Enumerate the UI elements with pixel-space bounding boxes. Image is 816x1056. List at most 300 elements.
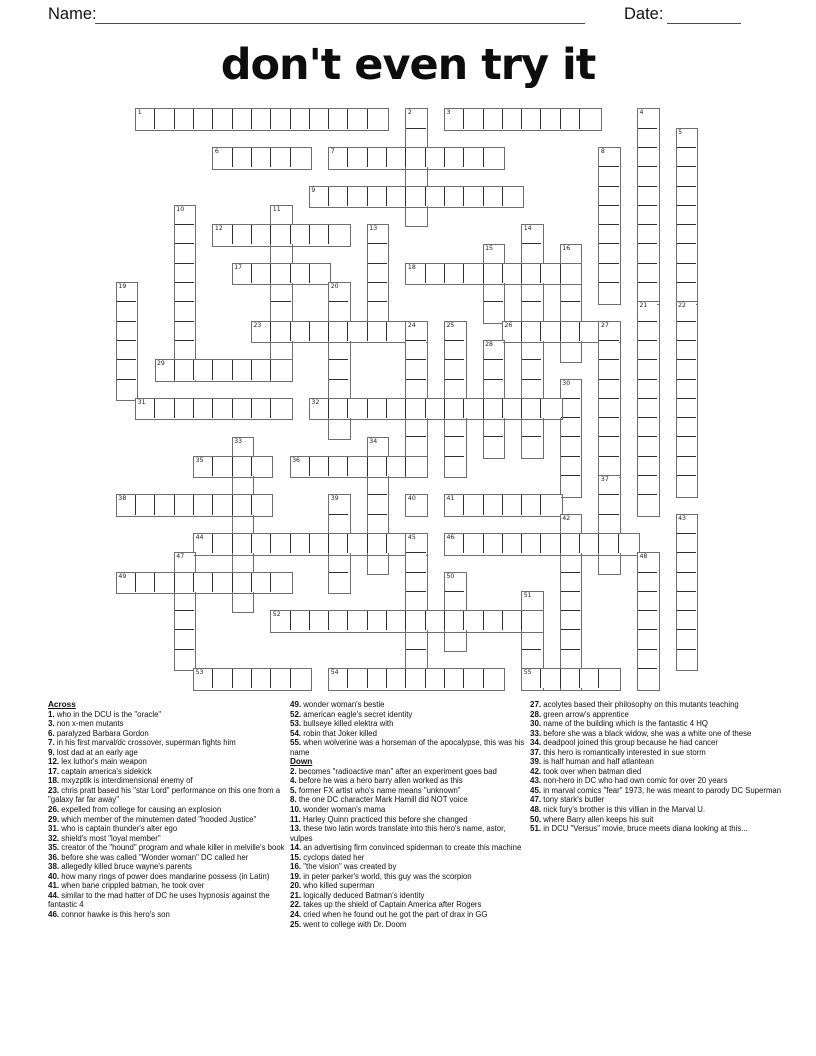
crossword-cell[interactable]: [677, 534, 696, 553]
crossword-cell[interactable]: [406, 437, 425, 456]
crossword-cell[interactable]: [348, 322, 367, 341]
crossword-cell[interactable]: [368, 264, 387, 283]
crossword-cell[interactable]: [387, 611, 406, 630]
crossword-cell[interactable]: [599, 457, 618, 476]
crossword-cell[interactable]: [638, 573, 657, 592]
crossword-cell[interactable]: [599, 534, 618, 553]
crossword-cell[interactable]: [233, 225, 252, 244]
crossword-cell[interactable]: [175, 225, 194, 244]
crossword-cell[interactable]: [329, 341, 348, 360]
crossword-cell[interactable]: [368, 187, 387, 206]
crossword-cell[interactable]: [175, 302, 194, 321]
crossword-cell[interactable]: [677, 341, 696, 360]
crossword-cell[interactable]: [406, 380, 425, 399]
crossword-cell[interactable]: [638, 264, 657, 283]
crossword-cell[interactable]: [484, 669, 503, 688]
crossword-cell[interactable]: [638, 611, 657, 630]
crossword-cell[interactable]: [406, 650, 425, 669]
crossword-cell[interactable]: [541, 669, 560, 688]
crossword-cell[interactable]: [271, 283, 290, 302]
crossword-cell[interactable]: [484, 283, 503, 302]
crossword-cell[interactable]: [194, 399, 213, 418]
crossword-cell[interactable]: [677, 457, 696, 476]
crossword-cell[interactable]: [271, 573, 290, 592]
crossword-cell[interactable]: [348, 148, 367, 167]
crossword-cell[interactable]: [464, 187, 483, 206]
crossword-cell[interactable]: [175, 109, 194, 128]
crossword-cell[interactable]: [155, 109, 174, 128]
crossword-cell[interactable]: [484, 380, 503, 399]
crossword-cell[interactable]: [368, 476, 387, 495]
crossword-cell[interactable]: [175, 630, 194, 649]
crossword-cell[interactable]: [426, 264, 445, 283]
crossword-cell[interactable]: [233, 573, 252, 592]
crossword-cell[interactable]: [445, 148, 464, 167]
crossword-cell[interactable]: [194, 360, 213, 379]
crossword-cell[interactable]: [329, 187, 348, 206]
crossword-cell[interactable]: [580, 534, 599, 553]
crossword-cell[interactable]: [599, 418, 618, 437]
crossword-cell[interactable]: [638, 399, 657, 418]
crossword-cell[interactable]: [329, 611, 348, 630]
crossword-cell[interactable]: [426, 187, 445, 206]
crossword-cell[interactable]: [271, 264, 290, 283]
crossword-cell[interactable]: [175, 244, 194, 263]
crossword-cell[interactable]: [117, 360, 136, 379]
crossword-cell[interactable]: [484, 264, 503, 283]
crossword-cell[interactable]: [155, 495, 174, 514]
crossword-cell[interactable]: [194, 495, 213, 514]
crossword-cell[interactable]: [464, 611, 483, 630]
crossword-cell[interactable]: [252, 457, 271, 476]
crossword-cell[interactable]: [445, 418, 464, 437]
crossword-cell[interactable]: [561, 476, 580, 495]
crossword-cell[interactable]: [406, 129, 425, 148]
crossword-cell[interactable]: [329, 109, 348, 128]
crossword-cell[interactable]: [291, 264, 310, 283]
crossword-cell[interactable]: [522, 630, 541, 649]
crossword-cell[interactable]: [368, 669, 387, 688]
crossword-cell[interactable]: [194, 573, 213, 592]
crossword-cell[interactable]: [329, 302, 348, 321]
crossword-cell[interactable]: [541, 495, 560, 514]
crossword-cell[interactable]: [426, 148, 445, 167]
crossword-cell[interactable]: [638, 244, 657, 263]
crossword-cell[interactable]: [117, 322, 136, 341]
crossword-cell[interactable]: [638, 225, 657, 244]
crossword-cell[interactable]: [252, 225, 271, 244]
crossword-cell[interactable]: [677, 418, 696, 437]
crossword-cell[interactable]: [368, 515, 387, 534]
crossword-cell[interactable]: [464, 399, 483, 418]
crossword-cell[interactable]: [175, 322, 194, 341]
crossword-cell[interactable]: [445, 669, 464, 688]
crossword-cell[interactable]: [329, 553, 348, 572]
crossword-cell[interactable]: [580, 109, 599, 128]
crossword-cell[interactable]: [387, 669, 406, 688]
crossword-cell[interactable]: [329, 515, 348, 534]
crossword-cell[interactable]: [194, 109, 213, 128]
crossword-cell[interactable]: [484, 302, 503, 321]
crossword-cell[interactable]: [561, 322, 580, 341]
crossword-cell[interactable]: [522, 322, 541, 341]
crossword-cell[interactable]: [677, 630, 696, 649]
crossword-cell[interactable]: [291, 109, 310, 128]
crossword-cell[interactable]: [484, 360, 503, 379]
crossword-cell[interactable]: [638, 592, 657, 611]
crossword-cell[interactable]: [252, 264, 271, 283]
crossword-cell[interactable]: [445, 360, 464, 379]
crossword-cell[interactable]: [561, 630, 580, 649]
crossword-cell[interactable]: [638, 206, 657, 225]
crossword-cell[interactable]: [406, 187, 425, 206]
crossword-cell[interactable]: [599, 669, 618, 688]
crossword-cell[interactable]: [291, 322, 310, 341]
crossword-cell[interactable]: [445, 437, 464, 456]
crossword-cell[interactable]: [406, 399, 425, 418]
crossword-cell[interactable]: [580, 322, 599, 341]
crossword-cell[interactable]: [599, 264, 618, 283]
crossword-cell[interactable]: [233, 148, 252, 167]
crossword-cell[interactable]: [464, 109, 483, 128]
crossword-cell[interactable]: [561, 669, 580, 688]
crossword-cell[interactable]: [426, 611, 445, 630]
crossword-cell[interactable]: [599, 380, 618, 399]
crossword-cell[interactable]: [677, 650, 696, 669]
crossword-cell[interactable]: [329, 573, 348, 592]
crossword-cell[interactable]: [406, 592, 425, 611]
crossword-cell[interactable]: [484, 534, 503, 553]
crossword-cell[interactable]: [484, 437, 503, 456]
crossword-cell[interactable]: [561, 283, 580, 302]
crossword-cell[interactable]: [233, 109, 252, 128]
crossword-cell[interactable]: [348, 399, 367, 418]
crossword-cell[interactable]: [368, 611, 387, 630]
crossword-cell[interactable]: [561, 457, 580, 476]
crossword-cell[interactable]: [175, 360, 194, 379]
crossword-cell[interactable]: [406, 418, 425, 437]
crossword-cell[interactable]: [310, 225, 329, 244]
crossword-cell[interactable]: [638, 283, 657, 302]
crossword-cell[interactable]: [638, 650, 657, 669]
crossword-cell[interactable]: [406, 573, 425, 592]
crossword-cell[interactable]: [387, 457, 406, 476]
crossword-cell[interactable]: [599, 167, 618, 186]
crossword-cell[interactable]: [638, 418, 657, 437]
crossword-cell[interactable]: [368, 244, 387, 263]
crossword-cell[interactable]: [522, 341, 541, 360]
crossword-cell[interactable]: [271, 302, 290, 321]
crossword-cell[interactable]: [599, 225, 618, 244]
crossword-cell[interactable]: [271, 225, 290, 244]
crossword-cell[interactable]: [599, 206, 618, 225]
crossword-cell[interactable]: [677, 187, 696, 206]
crossword-cell[interactable]: [175, 611, 194, 630]
crossword-cell[interactable]: [522, 650, 541, 669]
crossword-cell[interactable]: [348, 457, 367, 476]
crossword-cell[interactable]: [484, 148, 503, 167]
crossword-cell[interactable]: [445, 341, 464, 360]
crossword-cell[interactable]: [677, 360, 696, 379]
crossword-cell[interactable]: [503, 534, 522, 553]
crossword-cell[interactable]: [677, 553, 696, 572]
crossword-cell[interactable]: [213, 399, 232, 418]
crossword-cell[interactable]: [638, 187, 657, 206]
crossword-cell[interactable]: [329, 360, 348, 379]
crossword-cell[interactable]: [233, 399, 252, 418]
crossword-cell[interactable]: [233, 457, 252, 476]
crossword-cell[interactable]: [638, 669, 657, 688]
crossword-cell[interactable]: [522, 399, 541, 418]
crossword-cell[interactable]: [233, 360, 252, 379]
crossword-cell[interactable]: [677, 611, 696, 630]
crossword-cell[interactable]: [310, 611, 329, 630]
crossword-cell[interactable]: [503, 495, 522, 514]
crossword-cell[interactable]: [136, 573, 155, 592]
crossword-cell[interactable]: [445, 592, 464, 611]
crossword-cell[interactable]: [561, 109, 580, 128]
crossword-cell[interactable]: [522, 495, 541, 514]
crossword-cell[interactable]: [561, 302, 580, 321]
crossword-cell[interactable]: [503, 187, 522, 206]
crossword-cell[interactable]: [368, 553, 387, 572]
crossword-cell[interactable]: [522, 611, 541, 630]
crossword-cell[interactable]: [271, 244, 290, 263]
crossword-cell[interactable]: [329, 322, 348, 341]
crossword-cell[interactable]: [561, 534, 580, 553]
crossword-cell[interactable]: [271, 341, 290, 360]
crossword-cell[interactable]: [638, 437, 657, 456]
crossword-cell[interactable]: [484, 495, 503, 514]
crossword-cell[interactable]: [484, 399, 503, 418]
crossword-cell[interactable]: [406, 611, 425, 630]
crossword-cell[interactable]: [522, 437, 541, 456]
crossword-cell[interactable]: [599, 437, 618, 456]
crossword-cell[interactable]: [561, 341, 580, 360]
crossword-cell[interactable]: [677, 322, 696, 341]
crossword-cell[interactable]: [484, 109, 503, 128]
crossword-cell[interactable]: [233, 495, 252, 514]
crossword-cell[interactable]: [464, 495, 483, 514]
crossword-cell[interactable]: [445, 630, 464, 649]
crossword-cell[interactable]: [175, 495, 194, 514]
crossword-cell[interactable]: [368, 457, 387, 476]
crossword-cell[interactable]: [213, 669, 232, 688]
crossword-cell[interactable]: [233, 515, 252, 534]
crossword-cell[interactable]: [117, 302, 136, 321]
crossword-cell[interactable]: [271, 360, 290, 379]
crossword-cell[interactable]: [484, 187, 503, 206]
crossword-cell[interactable]: [503, 611, 522, 630]
crossword-cell[interactable]: [445, 611, 464, 630]
crossword-cell[interactable]: [117, 380, 136, 399]
crossword-cell[interactable]: [406, 669, 425, 688]
crossword-cell[interactable]: [117, 341, 136, 360]
crossword-cell[interactable]: [406, 148, 425, 167]
crossword-cell[interactable]: [561, 592, 580, 611]
crossword-cell[interactable]: [541, 534, 560, 553]
crossword-cell[interactable]: [464, 669, 483, 688]
crossword-cell[interactable]: [310, 264, 329, 283]
crossword-cell[interactable]: [368, 109, 387, 128]
crossword-cell[interactable]: [677, 148, 696, 167]
crossword-cell[interactable]: [406, 360, 425, 379]
crossword-cell[interactable]: [541, 264, 560, 283]
crossword-cell[interactable]: [291, 534, 310, 553]
crossword-cell[interactable]: [213, 360, 232, 379]
crossword-cell[interactable]: [426, 399, 445, 418]
crossword-cell[interactable]: [522, 109, 541, 128]
crossword-cell[interactable]: [599, 553, 618, 572]
crossword-cell[interactable]: [213, 534, 232, 553]
crossword-cell[interactable]: [271, 399, 290, 418]
crossword-cell[interactable]: [252, 109, 271, 128]
crossword-cell[interactable]: [175, 399, 194, 418]
crossword-cell[interactable]: [213, 109, 232, 128]
crossword-cell[interactable]: [638, 630, 657, 649]
crossword-cell[interactable]: [599, 360, 618, 379]
crossword-cell[interactable]: [541, 109, 560, 128]
crossword-cell[interactable]: [677, 167, 696, 186]
crossword-cell[interactable]: [252, 148, 271, 167]
crossword-cell[interactable]: [310, 534, 329, 553]
crossword-cell[interactable]: [561, 553, 580, 572]
crossword-cell[interactable]: [291, 611, 310, 630]
crossword-cell[interactable]: [310, 322, 329, 341]
crossword-cell[interactable]: [329, 225, 348, 244]
crossword-cell[interactable]: [213, 573, 232, 592]
crossword-cell[interactable]: [503, 399, 522, 418]
crossword-cell[interactable]: [233, 592, 252, 611]
crossword-cell[interactable]: [406, 341, 425, 360]
crossword-cell[interactable]: [368, 399, 387, 418]
crossword-cell[interactable]: [677, 476, 696, 495]
crossword-cell[interactable]: [522, 264, 541, 283]
crossword-cell[interactable]: [271, 109, 290, 128]
crossword-cell[interactable]: [677, 244, 696, 263]
crossword-cell[interactable]: [368, 148, 387, 167]
crossword-cell[interactable]: [561, 437, 580, 456]
crossword-cell[interactable]: [175, 650, 194, 669]
crossword-cell[interactable]: [464, 148, 483, 167]
crossword-cell[interactable]: [348, 187, 367, 206]
crossword-cell[interactable]: [677, 225, 696, 244]
crossword-cell[interactable]: [561, 399, 580, 418]
crossword-cell[interactable]: [638, 457, 657, 476]
crossword-cell[interactable]: [175, 264, 194, 283]
crossword-cell[interactable]: [271, 669, 290, 688]
crossword-cell[interactable]: [175, 283, 194, 302]
crossword-cell[interactable]: [310, 457, 329, 476]
crossword-cell[interactable]: [638, 476, 657, 495]
crossword-cell[interactable]: [329, 534, 348, 553]
crossword-cell[interactable]: [213, 495, 232, 514]
crossword-cell[interactable]: [368, 534, 387, 553]
crossword-cell[interactable]: [252, 495, 271, 514]
crossword-cell[interactable]: [233, 669, 252, 688]
crossword-cell[interactable]: [522, 534, 541, 553]
crossword-cell[interactable]: [638, 167, 657, 186]
crossword-cell[interactable]: [599, 399, 618, 418]
crossword-cell[interactable]: [291, 148, 310, 167]
crossword-cell[interactable]: [329, 380, 348, 399]
crossword-cell[interactable]: [348, 611, 367, 630]
crossword-cell[interactable]: [445, 380, 464, 399]
crossword-cell[interactable]: [445, 399, 464, 418]
crossword-cell[interactable]: [406, 553, 425, 572]
crossword-cell[interactable]: [271, 322, 290, 341]
crossword-cell[interactable]: [252, 669, 271, 688]
crossword-cell[interactable]: [522, 283, 541, 302]
crossword-cell[interactable]: [677, 573, 696, 592]
crossword-cell[interactable]: [677, 264, 696, 283]
crossword-cell[interactable]: [677, 437, 696, 456]
crossword-cell[interactable]: [445, 264, 464, 283]
crossword-cell[interactable]: [155, 573, 174, 592]
crossword-cell[interactable]: [155, 399, 174, 418]
crossword-cell[interactable]: [406, 167, 425, 186]
crossword-cell[interactable]: [348, 109, 367, 128]
crossword-cell[interactable]: [271, 148, 290, 167]
crossword-cell[interactable]: [522, 380, 541, 399]
crossword-cell[interactable]: [638, 129, 657, 148]
crossword-cell[interactable]: [677, 399, 696, 418]
crossword-cell[interactable]: [175, 592, 194, 611]
crossword-cell[interactable]: [599, 283, 618, 302]
crossword-cell[interactable]: [406, 630, 425, 649]
crossword-cell[interactable]: [271, 534, 290, 553]
crossword-cell[interactable]: [522, 302, 541, 321]
crossword-cell[interactable]: [677, 380, 696, 399]
crossword-cell[interactable]: [252, 573, 271, 592]
crossword-cell[interactable]: [599, 495, 618, 514]
crossword-cell[interactable]: [638, 360, 657, 379]
crossword-cell[interactable]: [233, 476, 252, 495]
crossword-cell[interactable]: [522, 418, 541, 437]
crossword-cell[interactable]: [252, 534, 271, 553]
crossword-cell[interactable]: [233, 553, 252, 572]
crossword-cell[interactable]: [387, 148, 406, 167]
crossword-cell[interactable]: [638, 495, 657, 514]
crossword-cell[interactable]: [561, 573, 580, 592]
crossword-cell[interactable]: [638, 148, 657, 167]
crossword-cell[interactable]: [541, 322, 560, 341]
crossword-cell[interactable]: [522, 244, 541, 263]
crossword-cell[interactable]: [329, 399, 348, 418]
crossword-cell[interactable]: [541, 399, 560, 418]
crossword-cell[interactable]: [638, 322, 657, 341]
crossword-cell[interactable]: [348, 534, 367, 553]
crossword-cell[interactable]: [503, 264, 522, 283]
crossword-cell[interactable]: [561, 611, 580, 630]
crossword-cell[interactable]: [677, 592, 696, 611]
crossword-cell[interactable]: [291, 225, 310, 244]
crossword-cell[interactable]: [561, 650, 580, 669]
crossword-cell[interactable]: [368, 322, 387, 341]
crossword-cell[interactable]: [484, 418, 503, 437]
crossword-cell[interactable]: [387, 534, 406, 553]
crossword-cell[interactable]: [599, 187, 618, 206]
crossword-cell[interactable]: [484, 611, 503, 630]
crossword-cell[interactable]: [175, 573, 194, 592]
crossword-cell[interactable]: [445, 187, 464, 206]
crossword-cell[interactable]: [329, 418, 348, 437]
crossword-cell[interactable]: [291, 669, 310, 688]
crossword-cell[interactable]: [599, 341, 618, 360]
crossword-cell[interactable]: [310, 109, 329, 128]
crossword-cell[interactable]: [677, 206, 696, 225]
crossword-cell[interactable]: [368, 302, 387, 321]
